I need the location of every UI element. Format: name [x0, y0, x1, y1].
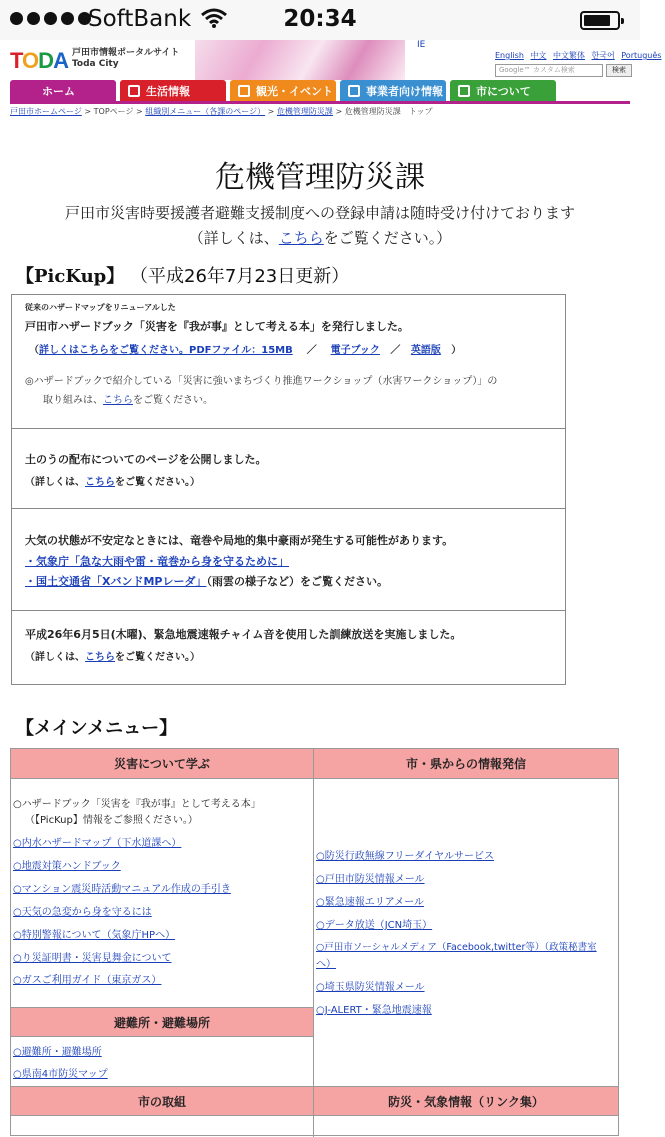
menu-link[interactable]: ○戸田市防災情報メール [316, 874, 425, 885]
menu-link[interactable]: ○緊急速報エリアメール [316, 897, 424, 908]
lang-portuguese[interactable]: Português [621, 51, 662, 60]
menu-section-learn-title: 災害について学ぶ [11, 749, 313, 779]
breadcrumb-current: 危機管理防災課 トップ [344, 107, 433, 116]
pickup-box [11, 294, 566, 685]
site-logo[interactable] [10, 48, 179, 74]
nav-tab-tourism[interactable]: 観光・イベント [230, 80, 336, 102]
drill-details-link[interactable]: こちら [85, 652, 115, 663]
menu-link[interactable]: ○地震対策ハンドブック [13, 861, 121, 872]
menu-link[interactable]: ○内水ハザードマップ（下水道課へ） [13, 838, 182, 849]
breadcrumb-link[interactable]: TOPページ [93, 107, 134, 116]
main-menu-heading: 【メインメニュー】 [16, 718, 178, 739]
carrier-name: SoftBank [88, 6, 192, 32]
xband-radar-link[interactable]: ・国土交通省「XバンドMPレーダ」 [25, 575, 207, 588]
breadcrumb: 戸田市ホームページ > TOPページ > 組織別メニュー（各課のページ） > 危機管理防災課 > 危機管理防災課 トップ [10, 107, 433, 116]
pickup-item-sandbags: 土のうの配布についてのページを公開しました。 （詳しくは、こちらをご覧ください。） [12, 429, 565, 509]
menu-link[interactable]: ○データ放送（JCN埼玉） [316, 920, 433, 931]
building-icon [458, 85, 470, 97]
menu-left-column [11, 749, 314, 1137]
menu-right-column [314, 749, 618, 1137]
briefcase-icon [348, 85, 360, 97]
menu-learn-intro: ○ハザードブック「災害を『我が事』として考える本」 [13, 799, 261, 810]
lang-korean[interactable]: 한국어 [591, 51, 615, 60]
event-icon [238, 85, 250, 97]
registration-notice-detail: （詳しくは、こちらをご覧ください。） [188, 229, 452, 247]
pickup-item-drill-broadcast: 平成26年6月5日(木曜)、緊急地震速報チャイム音を使用した訓練放送を実施しました。 （詳しくは、こちらをご覧ください。） [25, 628, 462, 663]
menu-link[interactable]: ○J-ALERT・緊急地震速報 [316, 1005, 432, 1016]
nav-underline [10, 101, 630, 104]
hazard-book-pdf-link[interactable]: 詳しくはこちらをご覧ください。PDFファイル：15MB [39, 345, 293, 356]
main-menu-table [10, 748, 619, 1136]
menu-link[interactable]: ○埼玉県防災情報メール [316, 982, 425, 993]
breadcrumb-link[interactable]: 組織別メニュー（各課のページ） [145, 107, 266, 116]
logo-mark: TODA [10, 48, 68, 73]
menu-section-city-title: 市の取組 [11, 1086, 313, 1116]
menu-section-links-title: 防災・気象情報（リンク集） [314, 1086, 618, 1116]
battery-icon [580, 11, 620, 30]
breadcrumb-link[interactable]: 戸田市ホームページ [10, 107, 82, 116]
menu-link[interactable]: ○避難所・避難場所 [13, 1047, 102, 1058]
site-header [0, 40, 662, 80]
pickup-heading: 【PicKup】 （平成26年7月23日更新） [16, 266, 350, 287]
house-icon [128, 85, 140, 97]
header-banner-image [195, 40, 405, 80]
pickup-item-hazard-book: 従来のハザードマップをリニューアルした 戸田市ハザードブック「災害を『我が事』として考える本」を発行しました。 （詳しくはこちらをご覧ください。PDFファイル：15MB ／ 電子ブック ／ 英語版 ） ◎ハザードブックで紹介している「災害に強いまちづくり推進ワークショップ（水害ワークショップ）」の 取り組みは、こちらをご覧ください。 [12, 295, 565, 429]
sandbag-details-link[interactable]: こちら [85, 477, 115, 488]
status-time: 20:34 [283, 6, 357, 32]
nav-tab-living[interactable]: 生活情報 [120, 80, 226, 102]
page-title: 危機管理防災課 [215, 160, 425, 195]
menu-section-info-title: 市・県からの情報発信 [314, 749, 618, 779]
jma-weather-link[interactable]: ・気象庁「急な大雨や雷・竜巻から身を守るために」 [25, 555, 289, 568]
menu-link[interactable]: ○県南4市防災マップ [13, 1069, 108, 1080]
menu-section-shelter-title: 避難所・避難場所 [11, 1007, 313, 1037]
lang-english[interactable]: English [495, 51, 524, 60]
language-links [495, 50, 665, 61]
notice-details-link[interactable]: こちら [278, 229, 324, 247]
ebook-link[interactable]: 電子ブック [330, 345, 380, 356]
search-button[interactable]: 検索 [606, 64, 632, 77]
logo-text: 戸田市情報ポータルサイト Toda City [71, 48, 180, 69]
menu-link[interactable]: ○防災行政無線フリーダイヤルサービス [316, 851, 495, 862]
menu-link[interactable]: ○ガスご利用ガイド（東京ガス） [13, 975, 162, 986]
menu-link[interactable]: ○マンション震災時活動マニュアル作成の手引き [13, 884, 231, 895]
menu-learn-intro-note: （【PicKup】情報をご参照ください。） [25, 815, 198, 826]
breadcrumb-link[interactable]: 危機管理防災課 [276, 107, 333, 116]
main-nav [10, 80, 630, 102]
pickup-item-weather-warning: 大気の状態が不安定なときには、竜巻や局地的集中豪雨が発生する可能性があります。 ・気象庁「急な大雨や雷・竜巻から身を守るために」 ・国土交通省「XバンドMPレーダ」（雨雲の様子など）をご覧ください。 [12, 509, 565, 611]
menu-link[interactable]: ○戸田市ソーシャルメディア（Facebook,twitter等）（政策秘書室 [316, 942, 597, 953]
english-version-link[interactable]: 英語版 [410, 345, 441, 356]
registration-notice: 戸田市災害時要援護者避難支援制度への登録申請は随時受け付けております [64, 204, 575, 222]
status-bar [0, 0, 640, 40]
search-input[interactable]: Google™ カスタム検索 [495, 64, 603, 77]
menu-link[interactable]: ○り災証明書・災害見舞金について [13, 953, 172, 964]
menu-link-continued[interactable]: へ） [316, 959, 336, 970]
header-top-link[interactable]: IE [417, 40, 426, 50]
menu-link[interactable]: ○天気の急変から身を守るには [13, 907, 152, 918]
menu-link[interactable]: ○特別警報について（気象庁HPへ） [13, 930, 176, 941]
lang-chinese[interactable]: 中文 [530, 51, 547, 60]
nav-tab-about-city[interactable]: 市について [450, 80, 556, 102]
workshop-link[interactable]: こちら [103, 395, 133, 406]
nav-tab-home[interactable]: ホーム [10, 80, 116, 102]
nav-tab-business[interactable]: 事業者向け情報 [340, 80, 446, 102]
lang-chinese-traditional[interactable]: 中文繁体 [552, 51, 585, 60]
